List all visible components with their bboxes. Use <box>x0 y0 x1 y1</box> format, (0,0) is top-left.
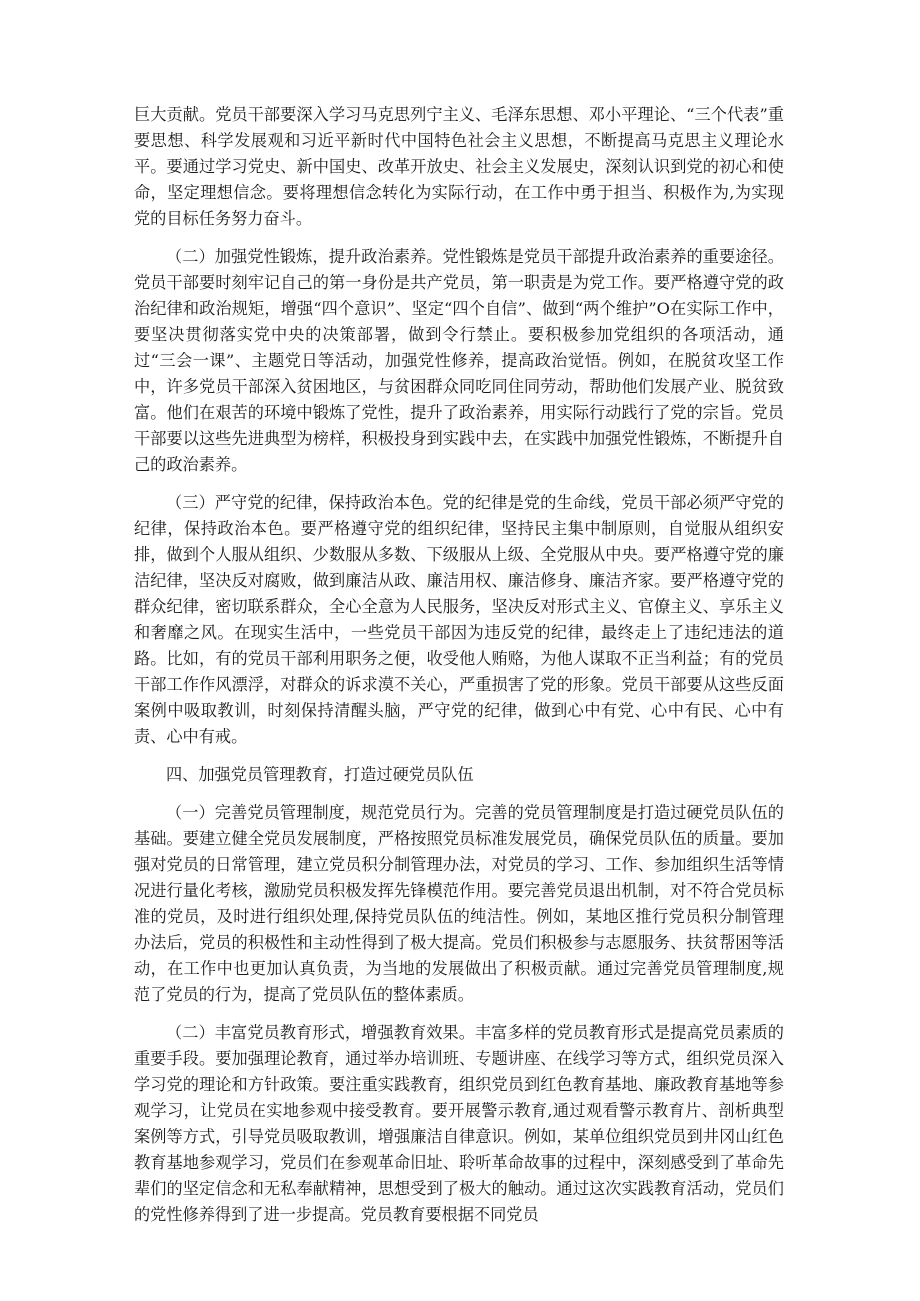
paragraph-party-spirit: （二）加强党性锻炼，提升政治素养。党性锻炼是党员干部提升政治素养的重要途径。党员干部要时刻牢记自己的第一身份是共产党员，第一职责是为党工作。要严格遵守党的政治纪律和政治规矩，增强“四个意识”、坚定“四个自信”、做到“两个维护”O在实际工作中，要坚决贯彻落实党中央的决策部署，做到令行禁止。要积极参加党组织的各项活动，通过“三会一课”、主题党日等活动，加强党性修养，提高政治觉悟。例如，在脱贫攻坚工作中，许多党员干部深入贫困地区，与贫困群众同吃同住同劳动，帮助他们发展产业、脱贫致富。他们在艰苦的环境中锻炼了党性，提升了政治素养，用实际行动践行了党的宗旨。党员干部要以这些先进典型为榜样，积极投身到实践中去，在实践中加强党性锻炼，不断提升自己的政治素养。 <box>134 247 784 474</box>
paragraph-member-management: （一）完善党员管理制度，规范党员行为。完善的党员管理制度是打造过硬党员队伍的基础。要建立健全党员发展制度，严格按照党员标准发展党员，确保党员队伍的质量。要加强对党员的日常管理，建立党员积分制管理办法，对党员的学习、工作、参加组织生活等情况进行量化考核，激励党员积极发挥先锋模范作用。要完善党员退出机制，对不符合党员标准的党员，及时进行组织处理,保持党员队伍的纯洁性。例如，某地区推行党员积分制管理办法后，党员的积极性和主动性得到了极大提高。党员们积极参与志愿服务、扶贫帮困等活动，在工作中也更加认真负责，为当地的发展做出了积极贡献。通过完善党员管理制度,规范了党员的行为，提高了党员队伍的整体素质。 <box>134 803 784 1004</box>
paragraph-party-discipline: （三）严守党的纪律，保持政治本色。党的纪律是党的生命线，党员干部必须严守党的纪律，保持政治本色。要严格遵守党的组织纪律，坚持民主集中制原则，自觉服从组织安排，做到个人服从组织、少数服从多数、下级服从上级、全党服从中央。要严格遵守党的廉洁纪律，坚决反对腐败，做到廉洁从政、廉洁用权、廉洁修身、廉洁齐家。要严格遵守党的群众纪律，密切联系群众，全心全意为人民服务，坚决反对形式主义、官僚主义、享乐主义和奢靡之风。在现实生活中，一些党员干部因为违反党的纪律，最终走上了违纪违法的道路。比如，有的党员干部利用职务之便，收受他人贿赂，为他人谋取不正当利益；有的党员干部工作作风漂浮，对群众的诉求漠不关心，严重损害了党的形象。党员干部要从这些反面案例中吸取教训，时刻保持清醒头脑，严守党的纪律，做到心中有党、心中有民、心中有责、心中有戒。 <box>134 493 784 746</box>
section-heading-four: 四、加强党员管理教育，打造过硬党员队伍 <box>166 765 474 784</box>
paragraph-member-education: （二）丰富党员教育形式，增强教育效果。丰富多样的党员教育形式是提高党员素质的重要手段。要加强理论教育，通过举办培训班、专题讲座、在线学习等方式，组织党员深入学习党的理论和方针政策。要注重实践教育，组织党员到红色教育基地、廉政教育基地等参观学习，让党员在实地参观中接受教育。要开展警示教育,通过观看警示教育片、剖析典型案例等方式，引导党员吸取教训，增强廉洁自律意识。例如，某单位组织党员到井冈山红色教育基地参观学习，党员们在参观革命旧址、聆听革命故事的过程中，深刻感受到了革命先辈们的坚定信念和无私奉献精神，思想受到了极大的触动。通过这次实践教育活动，党员们的党性修养得到了进一步提高。党员教育要根据不同党员 <box>134 1023 784 1224</box>
document-body <box>134 102 784 1240</box>
paragraph-continuation: 巨大贡献。党员干部要深入学习马克思列宁主义、毛泽东思想、邓小平理论、“三个代表”重要思想、科学发展观和习近平新时代中国特色社会主义思想，不断提高马克思主义理论水平。要通过学习党史、新中国史、改革开放史、社会主义发展史，深刻认识到党的初心和使命，坚定理想信念。要将理想信念转化为实际行动，在工作中勇于担当、积极作为,为实现党的目标任务努力奋斗。 <box>134 105 784 228</box>
